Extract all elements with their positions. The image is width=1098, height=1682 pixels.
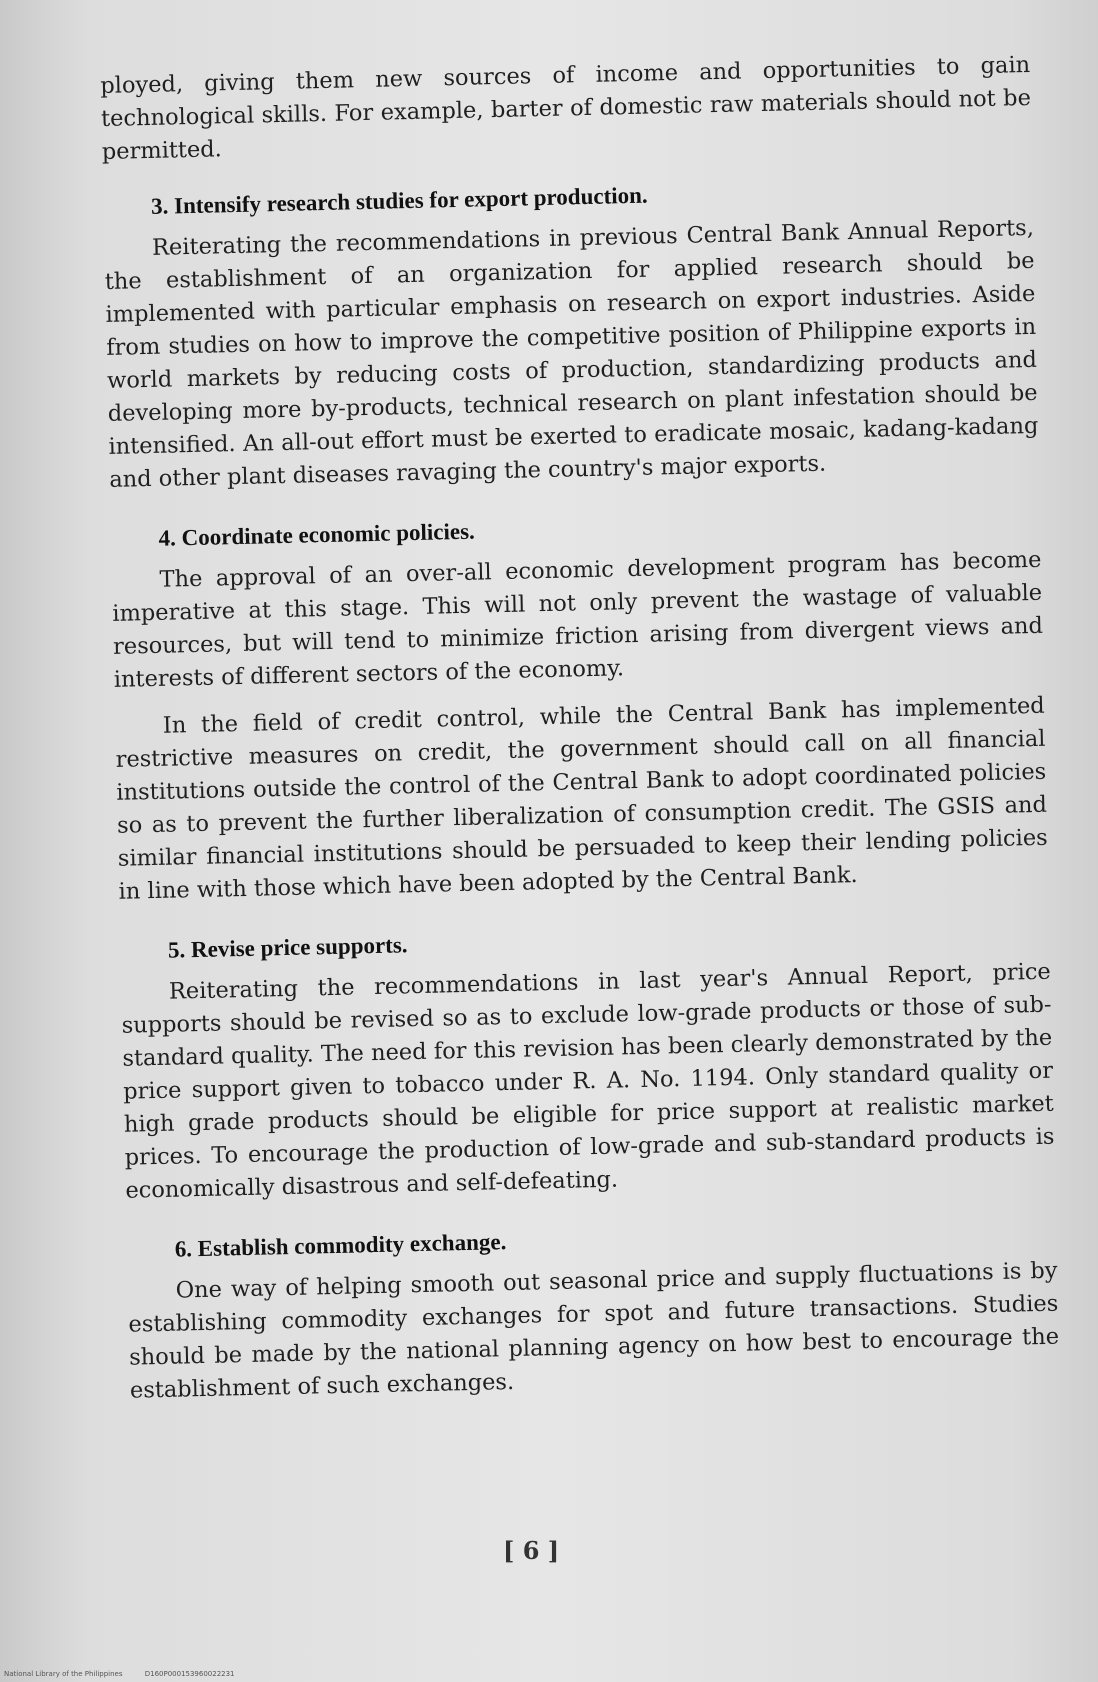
section-heading: 5. Revise price supports. [167,932,408,963]
section-commodity-exchange [126,1217,1060,1408]
page-number: [ 6 ] [503,1536,560,1565]
section-paragraph: In the field of credit control, while the Central Bank has implemented restrictive measures on credit, the government should call on all financial institutions outside the control of the Central Bank to adopt coordinated policies so as to prevent the further liberalization of consumption credit. The GSIS and similar financial institutions should be persuaded to keep their lending policies in line with those which have been adopted by the Central Bank. [115,692,1048,905]
section-heading: 4. Coordinate economic policies. [158,518,476,551]
scan-footer [4,1670,255,1678]
section-paragraph: Reiterating the recommendations in last year's Annual Report, price supports should be revised so as to exclude low-grade products or those of sub-standard quality. The need for this revision has been clearly demonstrated by the price support given to tobacco under R. A. No. 1194. Only standard quality or high grade products should be eligible for price support at realistic market prices. To encourage the production of low-grade and sub-standard products is economically disastrous and self-defeating. [121,958,1055,1204]
footer-code: D160P000153960022231 [144,1670,235,1678]
section-coordinate [110,506,1048,909]
section-paragraph: Reiterating the recommendations in previous Central Bank Annual Reports, the establishment of an organization for applied research should be implemented with particular emphasis on research on export industries. Aside from studies on how to improve the competitive position of Philippine exports in world markets by reducing costs of production, standardizing products and developing more by-products, technical research on plant infestation should be intensified. An all-out effort must be exerted to eradicate mosaic, kadang-kadang and other plant diseases ravaging the country's major exports. [104,214,1039,493]
section-heading: 6. Establish commodity exchange. [174,1229,507,1262]
section-research [103,174,1040,497]
section-paragraph: The approval of an over-all economic development program has become imperative at this stage. This will not only prevent the wastage of valuable resources, but will tend to minimize friction arising from divergent views and interests of different sectors of the economy. [112,546,1044,693]
page-body [100,49,1061,1438]
footer-library: National Library of the Philippines [4,1670,123,1678]
section-paragraph: One way of helping smooth out seasonal price and supply fluctuations is by establishing commodity exchanges for spot and future transactions. Studies should be made by the national planning agency on how best to encourage the establishment of such exchanges. [128,1257,1060,1404]
section-heading: 3. Intensify research studies for export production. [150,182,648,219]
intro-paragraph: ployed, giving them new sources of income and opportunities to gain technological skills. For example, barter of domestic raw materials should not be permitted. [100,51,1032,165]
section-price-supports [120,918,1056,1208]
